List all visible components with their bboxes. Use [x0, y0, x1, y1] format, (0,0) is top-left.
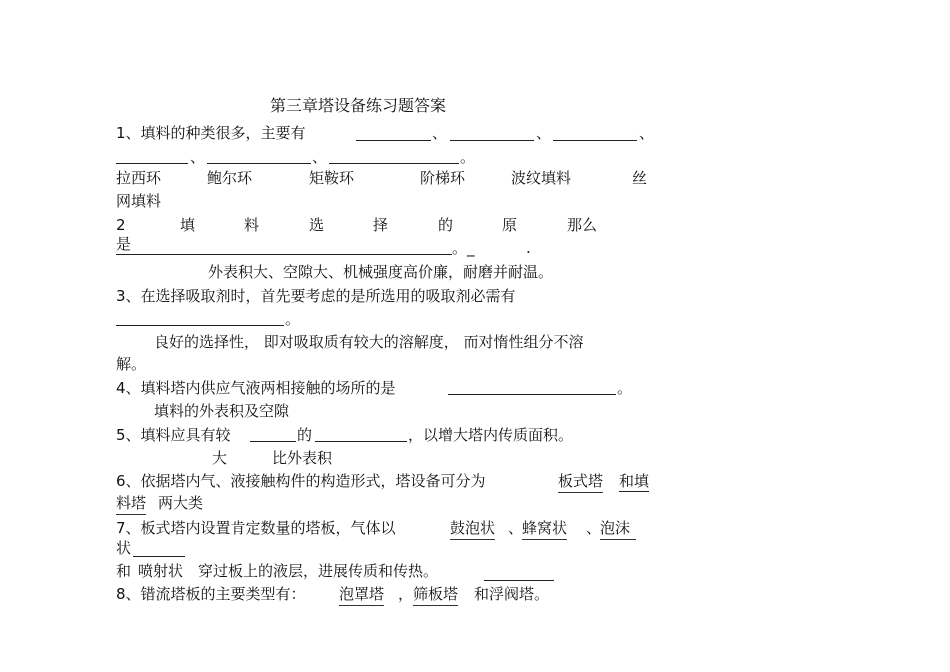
q8-answer-1: 泡罩塔	[339, 584, 384, 606]
q1-blank-5	[207, 163, 311, 164]
q7-blank-3b	[133, 556, 185, 557]
q5-blank-1	[250, 441, 296, 442]
q7-answer-1: 鼓泡状	[450, 518, 495, 540]
q6-tail: 两大类	[158, 494, 204, 512]
q1-sep-2: 、	[536, 124, 552, 142]
q3-end: 。	[285, 310, 301, 328]
q1-prefix: 1、填料的种类很多，主要有	[116, 124, 306, 142]
q3-question: 3、在选择吸取剂时，首先要考虑的是所选用的吸取剂必需有	[116, 287, 516, 305]
q1-end: 。	[460, 148, 476, 166]
q2-char-2: 填	[180, 216, 196, 234]
q4-question: 4、填料塔内供应气液两相接触的场所的是	[116, 379, 396, 397]
q5-part-3: ，以增大塔内传质面积。	[408, 426, 574, 444]
q6-and: 和填	[619, 472, 650, 490]
q8-comma: ，	[398, 585, 414, 603]
q2-end: 。_	[452, 239, 475, 257]
q2-is: 是	[116, 235, 132, 253]
q1-answer-4: 阶梯环	[420, 169, 466, 187]
q8-tail: 和浮阀塔。	[474, 585, 550, 603]
q5-part-2: 的	[297, 426, 313, 444]
q1-sep-3: 、	[639, 124, 655, 142]
q3-blank	[116, 325, 284, 326]
q4-answer: 填料的外表积及空隙	[154, 402, 290, 420]
q1-blank-4	[116, 163, 188, 164]
q5-answer-1: 大	[212, 449, 228, 467]
q6-blank-tail	[619, 491, 649, 492]
q4-end: 。	[617, 379, 633, 397]
q7-answer-4: 喷射状	[138, 562, 184, 580]
q1-sep-5: 、	[312, 148, 328, 166]
q6-question: 6、依据塔内气、液接触构件的构造形式，塔设备可分为	[116, 472, 486, 490]
q1-answer-6: 丝	[632, 169, 648, 187]
q7-answer-3b: 状	[116, 539, 132, 557]
q6-answer-1: 板式塔	[558, 471, 603, 493]
q1-sep-1: 、	[432, 124, 448, 142]
q1-answer-1: 拉西环	[116, 169, 162, 187]
q2-char-6: 的	[438, 216, 454, 234]
q1-blank-6	[329, 163, 459, 164]
q8-question: 8、错流塔板的主要类型有：	[116, 585, 306, 603]
q7-answer-3a: 泡沫	[600, 518, 636, 540]
q1-blank-2	[450, 140, 534, 141]
q4-blank	[448, 394, 616, 395]
q7-and: 和	[116, 562, 132, 580]
q2-blank	[116, 254, 452, 255]
q1-blank-3	[553, 140, 637, 141]
q1-answer-7: 网填料	[116, 192, 162, 210]
q7-sep-2: 、	[586, 519, 602, 537]
q8-answer-2: 筛板塔	[413, 584, 458, 606]
q1-sep-4: 、	[190, 148, 206, 166]
q2-char-5: 择	[373, 216, 389, 234]
q2-answer: 外表积大、空隙大、机械强度高价廉，耐磨并耐温。	[208, 263, 554, 281]
q7-sep-1: 、	[508, 519, 524, 537]
q2-char-4: 选	[309, 216, 325, 234]
q5-answer-2: 比外表积	[272, 449, 333, 467]
q1-answer-5: 波纹填料	[511, 169, 572, 187]
q1-blank-1	[356, 140, 431, 141]
page-title: 第三章塔设备练习题答案	[270, 96, 447, 115]
q2-char-7: 原	[502, 216, 518, 234]
q7-blank-tail	[484, 580, 554, 581]
q2-char-3: 料	[244, 216, 260, 234]
q5-blank-2	[315, 441, 407, 442]
q7-answer-2: 蜂窝状	[522, 518, 567, 540]
q3-answer-line-1: 良好的选择性， 即对吸取质有较大的溶解度， 而对惰性组分不溶	[154, 333, 584, 351]
q5-part-1: 5、填料应具有较	[116, 426, 231, 444]
q1-answer-3: 矩鞍环	[309, 169, 355, 187]
q7-question: 7、板式塔内设置肯定数量的塔板，气体以	[116, 519, 396, 537]
q2-char-8: 那么	[567, 216, 598, 234]
q7-tail: 穿过板上的液层，进展传质和传热。	[198, 562, 439, 580]
q6-answer-2: 料塔	[116, 493, 146, 515]
q2-dot: .	[526, 239, 531, 257]
q3-answer-line-2: 解。	[116, 355, 147, 373]
q2-char-1: 2	[116, 216, 126, 234]
q1-answer-2: 鲍尔环	[207, 169, 253, 187]
